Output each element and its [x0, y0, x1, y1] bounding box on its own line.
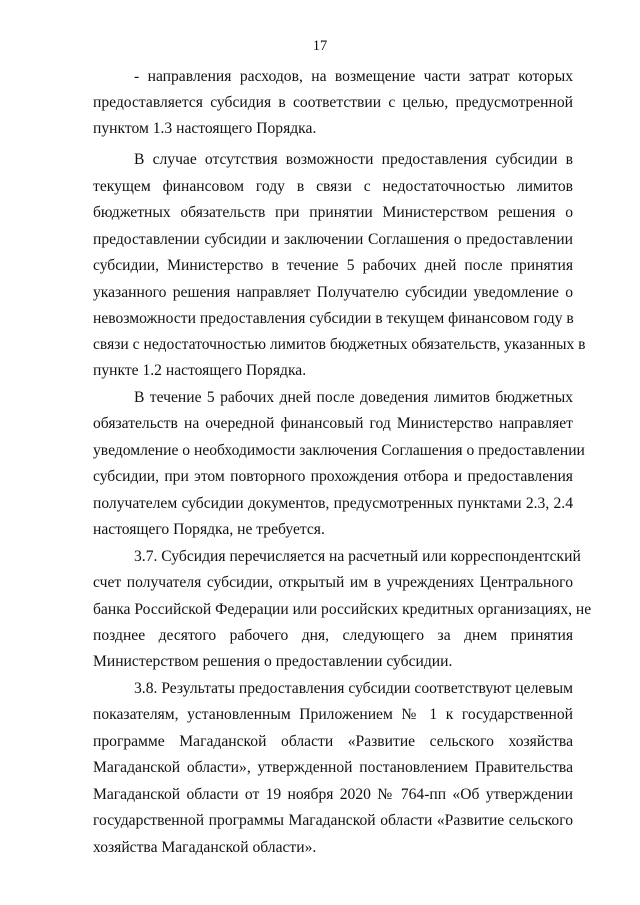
text-line: получателем субсидии документов, предусмотренных пунктами 2.3, 2.4 [93, 495, 573, 512]
text-line: предоставлении субсидии и заключении Соглашения о предоставлении [93, 231, 573, 248]
text-line: 3.8. Результаты предоставления субсидии соответствуют целевым [134, 680, 573, 697]
text-line: уведомление о необходимости заключения Соглашения о предоставлении [93, 442, 585, 459]
text-line: В течение 5 рабочих дней после доведения лимитов бюджетных [134, 389, 573, 406]
text-line: - направления расходов, на возмещение части затрат которых [134, 68, 573, 85]
text-line: указанного решения направляет Получателю субсидии уведомление о [93, 284, 573, 301]
text-line: позднее десятого рабочего дня, следующего за днем принятия [93, 627, 573, 644]
text-line: обязательств на очередной финансовый год Министерство направляет [93, 415, 573, 432]
text-line: Министерством решения о предоставлении субсидии. [93, 653, 453, 670]
text-line: связи с недостаточностью лимитов бюджетных обязательств, указанных в [93, 336, 586, 353]
text-line: Магаданской области от 19 ноября 2020 № 764-пп «Об утверждении [93, 786, 573, 803]
text-line: государственной программы Магаданской области «Развитие сельского [93, 812, 573, 829]
text-line: показателям, установленным Приложением № 1 к государственной [93, 706, 573, 723]
text-line: невозможности предоставления субсидии в текущем финансовом году в [93, 310, 574, 327]
text-line: настоящего Порядка, не требуется. [93, 521, 325, 538]
text-line: программе Магаданской области «Развитие сельского хозяйства [93, 733, 573, 750]
text-line: 3.7. Субсидия перечисляется на расчетный или корреспондентский [134, 548, 581, 565]
text-line: пункте 1.2 настоящего Порядка. [93, 362, 307, 379]
text-line: предоставляется субсидия в соответствии с целью, предусмотренной [93, 94, 573, 111]
text-line: пунктом 1.3 настоящего Порядка. [93, 120, 317, 137]
text-line: хозяйства Магаданской области». [93, 839, 317, 856]
page-number: 17 [312, 38, 328, 54]
text-line: текущем финансовом году в связи с недостаточностью лимитов [93, 178, 573, 195]
text-line: В случае отсутствия возможности предоставления субсидии в [134, 151, 573, 168]
text-line: субсидии, Министерство в течение 5 рабочих дней после принятия [93, 257, 573, 274]
text-line: субсидии, при этом повторного прохождения отбора и предоставления [93, 468, 573, 485]
text-line: Магаданской области», утвержденной постановлением Правительства [93, 759, 573, 776]
text-line: бюджетных обязательств при принятии Министерством решения о [93, 204, 573, 221]
text-line: банка Российской Федерации или российских кредитных организациях, не [93, 601, 592, 618]
text-line: счет получателя субсидии, открытый им в учреждениях Центрального [93, 574, 573, 591]
